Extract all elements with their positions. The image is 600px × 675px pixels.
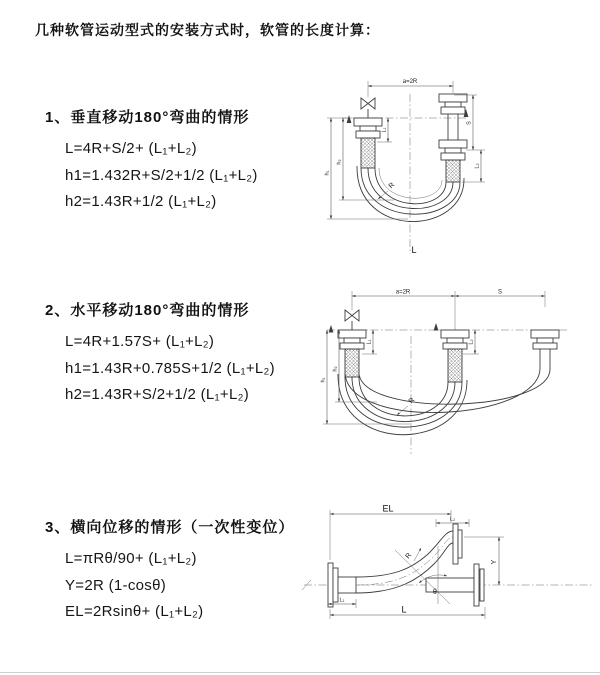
formula-line: EL=2Rsinθ+ (L₁+L₂) [65, 603, 204, 620]
dim-el [330, 504, 451, 561]
moved-position-arc-outer [345, 368, 540, 413]
diagram-lateral-displacement [298, 502, 598, 640]
dim-l2 [462, 150, 485, 182]
dim-label-h1: h₁ [320, 377, 327, 383]
formula-line: h2=1.43R+1/2 (L₁+L₂) [65, 193, 217, 210]
dim-label-h2: h₂ [332, 366, 339, 372]
section-3-heading: 3、横向位移的情形（一次性变位） [45, 519, 295, 536]
braided-hose-middle [448, 349, 462, 382]
dim-label-s: S [497, 289, 503, 296]
movement-arrow-left [347, 115, 352, 123]
middle-pipe-fitting [441, 330, 469, 382]
formula-line: L=4R+1.57S+ (L₁+L₂) [65, 333, 215, 350]
formula-line: h1=1.432R+S/2+1/2 (L₁+L₂) [65, 166, 258, 184]
right-pipe-fitting [439, 94, 467, 182]
dim-l2 [436, 517, 469, 528]
angle-label: θ [433, 589, 437, 596]
section-3-formulas [45, 546, 294, 626]
length-label: L [401, 604, 407, 615]
formula-line: h1=1.43R+0.785S+1/2 (L₁+L₂) [65, 359, 275, 377]
radius-label: R [407, 396, 417, 406]
right-pipe-fitting [531, 330, 559, 368]
radius-label: R [387, 181, 397, 191]
movement-arrow-middle [434, 323, 439, 331]
radius-label: R [404, 551, 414, 561]
dim-label-l1: L₁ [366, 339, 373, 345]
formula-line: L=πRθ/90+ (L₁+L₂) [65, 550, 197, 567]
dim-label-h1: h₁ [324, 170, 331, 176]
dim-s [455, 290, 545, 297]
diagram-3-svg [298, 502, 598, 640]
diagram-1-svg [316, 70, 576, 260]
braided-hose-left [345, 349, 359, 377]
length-label: L [411, 245, 417, 255]
braided-hose-left [361, 138, 375, 168]
diagram-vertical-180-bend [316, 70, 576, 260]
radius-callout [405, 548, 421, 561]
page-bottom-rule [0, 672, 600, 673]
page-title: 几种软管运动型式的安装方式时，软管的长度计算： [35, 22, 380, 38]
section-horizontal-movement [45, 299, 275, 409]
diagram-2-svg [315, 284, 600, 464]
left-pipe-fitting [354, 118, 382, 168]
dim-label-y: Y [491, 559, 498, 565]
section-1-heading: 1、垂直移动180°弯曲的情形 [45, 109, 250, 126]
formula-line: Y=2R (1-cosθ) [65, 576, 167, 594]
movement-arrow-left [329, 325, 334, 333]
dim-label-a2r: a=2R [395, 289, 411, 296]
valve-icon [345, 310, 359, 330]
dim-l [330, 605, 485, 620]
dim-label-l1: L₁ [381, 127, 388, 133]
dim-label-h2: h₂ [336, 159, 343, 165]
dim-a2r [352, 290, 545, 311]
section-vertical-movement [45, 106, 258, 216]
lower-right-flange [426, 564, 484, 606]
section-1-formulas [45, 136, 258, 216]
section-2-formulas [45, 329, 275, 409]
section-lateral-displacement [45, 516, 294, 626]
dim-label-el: EL [382, 503, 394, 514]
formula-line: h2=1.43R+S/2+1/2 (L₁+L₂) [65, 386, 250, 403]
dim-label-s: S [466, 121, 473, 125]
dim-label-l2: L₂ [474, 163, 481, 169]
u-bend-arcs [338, 368, 550, 435]
dim-label-l1: L₁ [339, 597, 345, 604]
dim-label-a2r: a=2R [402, 79, 418, 85]
valve-icon [361, 98, 375, 118]
dim-label-l2: L₂ [449, 516, 456, 523]
section-2-heading: 2、水平移动180°弯曲的情形 [45, 302, 250, 319]
diagram-horizontal-180-bend [315, 284, 600, 464]
upper-right-flange [453, 524, 462, 564]
left-pipe-fitting [338, 330, 366, 377]
formula-line: L=4R+S/2+ (L₁+L₂) [65, 140, 197, 157]
braided-hose-right [446, 160, 460, 182]
dim-label-l2: L₂ [468, 339, 475, 345]
